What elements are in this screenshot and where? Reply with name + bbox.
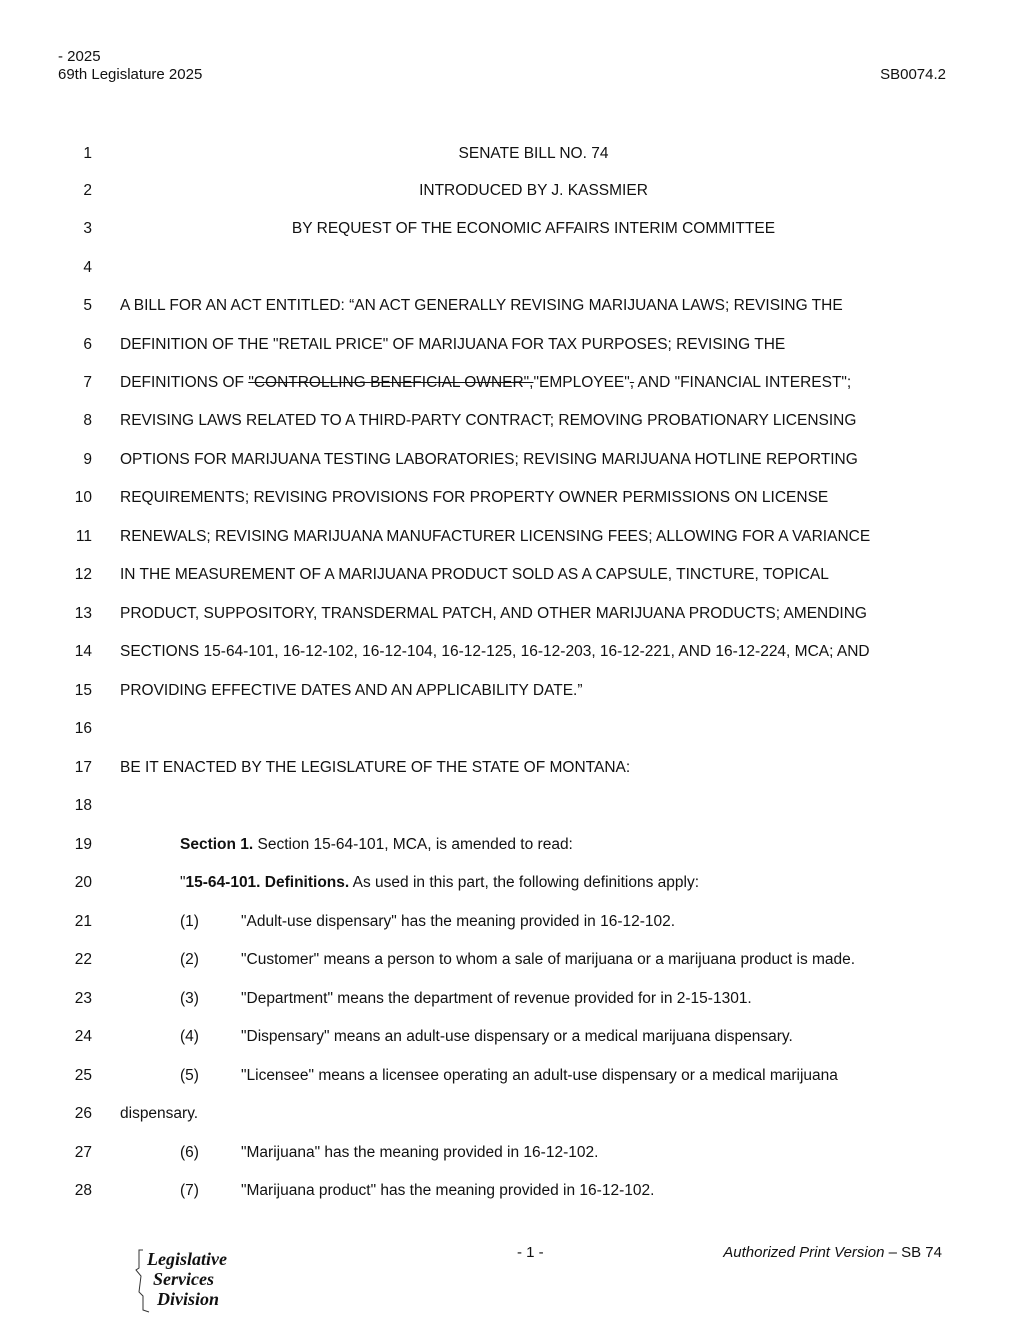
line-28: [0, 1180, 1024, 1202]
line-24: [0, 1026, 1024, 1048]
line-number: 27: [74, 1144, 92, 1161]
header-bill-code: SB0074.2: [880, 66, 946, 83]
auth-label: Authorized Print Version: [723, 1244, 885, 1261]
enacting-clause: BE IT ENACTED BY THE LEGISLATURE OF THE STATE OF MONTANA:: [120, 759, 631, 776]
line-number: 3: [83, 220, 92, 237]
line-number: 18: [74, 797, 92, 814]
line-number: 5: [83, 297, 92, 314]
line-text: A BILL FOR AN ACT ENTITLED: “AN ACT GENERALLY REVISING MARIJUANA LAWS; REVISING THE: [120, 297, 843, 314]
definition-text: "Marijuana" has the meaning provided in 16-12-102.: [241, 1144, 599, 1161]
legislative-services-logo: [133, 1246, 253, 1316]
line-19: [0, 834, 1024, 856]
definition-text: "Adult-use dispensary" has the meaning provided in 16-12-102.: [241, 913, 676, 930]
line-text: RENEWALS; REVISING MARIJUANA MANUFACTURER LICENSING FEES; ALLOWING FOR A VARIANCE: [120, 528, 871, 545]
header-draft-year: - 2025: [58, 48, 101, 65]
subsection-number: (1): [180, 913, 199, 930]
line-number: 1: [83, 145, 92, 162]
line-27: [0, 1142, 1024, 1164]
line-number: 25: [74, 1067, 92, 1084]
section-text: Section 15-64-101, MCA, is amended to read:: [253, 836, 573, 853]
logo-line-3: Division: [157, 1289, 220, 1309]
line-2: [0, 180, 1024, 202]
line-23: [0, 988, 1024, 1010]
line-number: 4: [83, 259, 92, 276]
line-number: 24: [74, 1028, 92, 1045]
struck-text: "CONTROLLING BENEFICIAL OWNER",: [248, 374, 534, 391]
line-3: [0, 218, 1024, 240]
line-number: 6: [83, 336, 92, 353]
line-number: 7: [83, 374, 92, 391]
line-21: [0, 911, 1024, 933]
definition-text: "Marijuana product" has the meaning provided in 16-12-102.: [241, 1182, 655, 1199]
auth-bill: – SB 74: [884, 1244, 942, 1261]
definitions-heading: [180, 872, 699, 894]
line-text: PROVIDING EFFECTIVE DATES AND AN APPLICABILITY DATE.”: [120, 682, 583, 699]
line-number: 2: [83, 182, 92, 199]
line-number: 11: [75, 528, 92, 545]
line-number: 26: [74, 1105, 92, 1122]
line-number: 22: [74, 951, 92, 968]
line-7: [0, 372, 1024, 394]
line-1: [0, 143, 1024, 165]
line-26: [0, 1103, 1024, 1125]
line-text: PRODUCT, SUPPOSITORY, TRANSDERMAL PATCH, AND OTHER MARIJUANA PRODUCTS; AMENDING: [120, 605, 867, 622]
line-number: 16: [74, 720, 92, 737]
line-20: [0, 872, 1024, 894]
line-number: 13: [74, 605, 92, 622]
line-text: SECTIONS 15-64-101, 16-12-102, 16-12-104, 16-12-125, 16-12-203, 16-12-221, AND 16-12-224, MCA; AND: [120, 643, 870, 660]
line-text: REVISING LAWS RELATED TO A THIRD-PARTY CONTRACT; REMOVING PROBATIONARY LICENSING: [120, 412, 857, 429]
line-6: [0, 334, 1024, 356]
subsection-number: (4): [180, 1028, 199, 1045]
subsection-number: (5): [180, 1067, 199, 1084]
line-17: [0, 757, 1024, 779]
line-text-part: "EMPLOYEE": [533, 374, 630, 391]
line-11: [0, 526, 1024, 548]
line-number: 15: [74, 682, 92, 699]
authorized-print-version: [723, 1244, 942, 1261]
line-number: 9: [83, 451, 92, 468]
line-text: REQUIREMENTS; REVISING PROVISIONS FOR PROPERTY OWNER PERMISSIONS ON LICENSE: [120, 489, 829, 506]
definition-text: "Dispensary" means an adult-use dispensary or a medical marijuana dispensary.: [241, 1028, 793, 1045]
line-5: [0, 295, 1024, 317]
open-quote: ": [180, 874, 186, 891]
statute-title: 15-64-101. Definitions.: [185, 874, 350, 891]
line-13: [0, 603, 1024, 625]
header-legislature: 69th Legislature 2025: [58, 66, 203, 83]
bill-title: SENATE BILL NO. 74: [458, 145, 609, 162]
subsection-number: (2): [180, 951, 199, 968]
definition-text-continued: dispensary.: [120, 1105, 199, 1122]
line-text: DEFINITION OF THE "RETAIL PRICE" OF MARIJUANA FOR TAX PURPOSES; REVISING THE: [120, 336, 786, 353]
logo-line-1: Legislative: [147, 1249, 227, 1269]
line-number: 21: [74, 913, 92, 930]
line-number: 19: [74, 836, 92, 853]
subsection-number: (3): [180, 990, 199, 1007]
section-label: Section 1.: [180, 836, 254, 853]
line-18: [0, 795, 1024, 817]
subsection-number: (6): [180, 1144, 199, 1161]
line-14: [0, 641, 1024, 663]
logo-line-2: Services: [153, 1269, 214, 1289]
definition-text: "Customer" means a person to whom a sale of marijuana or a marijuana product is made.: [241, 951, 856, 968]
introduced-by: INTRODUCED BY J. KASSMIER: [419, 182, 648, 199]
line-12: [0, 564, 1024, 586]
line-4: [0, 257, 1024, 279]
struck-text: ,: [629, 374, 635, 391]
line-10: [0, 487, 1024, 509]
line-number: 23: [74, 990, 92, 1007]
subsection-number: (7): [180, 1182, 199, 1199]
line-text: IN THE MEASUREMENT OF A MARIJUANA PRODUCT SOLD AS A CAPSULE, TINCTURE, TOPICAL: [120, 566, 829, 583]
by-request: BY REQUEST OF THE ECONOMIC AFFAIRS INTERIM COMMITTEE: [291, 220, 776, 237]
line-number: 14: [74, 643, 92, 660]
line-text: OPTIONS FOR MARIJUANA TESTING LABORATORIES; REVISING MARIJUANA HOTLINE REPORTING: [120, 451, 858, 468]
line-number: 8: [83, 412, 92, 429]
definition-text: "Department" means the department of revenue provided for in 2-15-1301.: [241, 990, 752, 1007]
line-16: [0, 718, 1024, 740]
line-number: 20: [74, 874, 92, 891]
line-22: [0, 949, 1024, 971]
line-text-part: DEFINITIONS OF: [120, 374, 249, 391]
line-8: [0, 410, 1024, 432]
line-number: 12: [74, 566, 92, 583]
page-number: - 1 -: [517, 1244, 544, 1261]
section-heading: [180, 834, 573, 856]
line-number: 28: [74, 1182, 92, 1199]
line-25: [0, 1065, 1024, 1087]
line-number: 10: [74, 489, 92, 506]
line-15: [0, 680, 1024, 702]
line-9: [0, 449, 1024, 471]
line-text: [120, 372, 851, 394]
definition-text: "Licensee" means a licensee operating an adult-use dispensary or a medical marijuana: [241, 1067, 838, 1084]
line-number: 17: [74, 759, 92, 776]
line-text-part: AND "FINANCIAL INTEREST";: [634, 374, 852, 391]
statute-intro: As used in this part, the following definitions apply:: [349, 874, 700, 891]
